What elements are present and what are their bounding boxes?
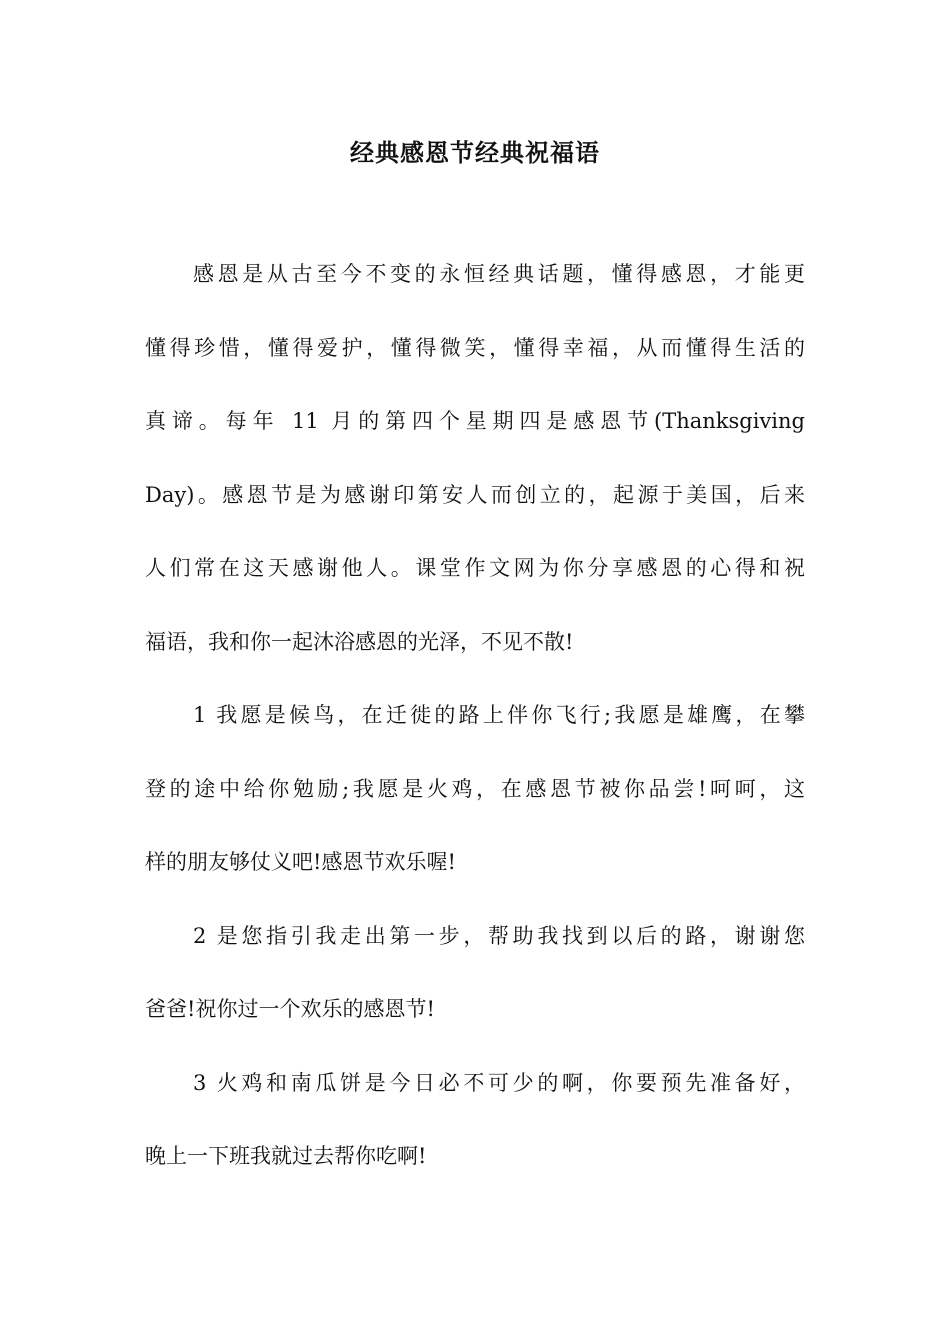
wish-1-line-2: 登的途中给你勉励;我愿是火鸡，在感恩节被你品尝!呵呵，这 (145, 776, 805, 801)
paragraph-1-line-4: Day)。感恩节是为感谢印第安人而创立的，起源于美国，后来 (145, 482, 805, 507)
paragraph-1-line-5: 人们常在这天感谢他人。课堂作文网为你分享感恩的心得和祝 (145, 556, 805, 580)
wish-3-line-1: 3 火鸡和南瓜饼是今日必不可少的啊，你要预先准备好， (193, 1070, 805, 1095)
paragraph-1-line-3: 真谛。每年 11 月的第四个星期四是感恩节(Thanksgiving (145, 409, 805, 433)
wish-3-line-2: 晚上一下班我就过去帮你吃啊! (145, 1144, 427, 1168)
paragraph-1-line-6: 福语，我和你一起沐浴感恩的光泽，不见不散! (145, 629, 574, 654)
paragraph-1-line-1: 感恩是从古至今不变的永恒经典话题，懂得感恩，才能更 (193, 262, 805, 286)
paragraph-1-line-2: 懂得珍惜，懂得爱护，懂得微笑，懂得幸福，从而懂得生活的 (145, 335, 805, 360)
wish-1-line-3: 样的朋友够仗义吧!感恩节欢乐喔! (145, 850, 456, 874)
document-body (145, 254, 805, 1210)
wish-2-line-1: 2 是您指引我走出第一步，帮助我找到以后的路，谢谢您 (193, 923, 805, 948)
page-title: 经典感恩节经典祝福语 (350, 139, 600, 167)
wish-2-line-2: 爸爸!祝你过一个欢乐的感恩节! (145, 997, 435, 1021)
wish-1-line-1: 1 我愿是候鸟，在迁徙的路上伴你飞行;我愿是雄鹰，在攀 (193, 703, 805, 727)
